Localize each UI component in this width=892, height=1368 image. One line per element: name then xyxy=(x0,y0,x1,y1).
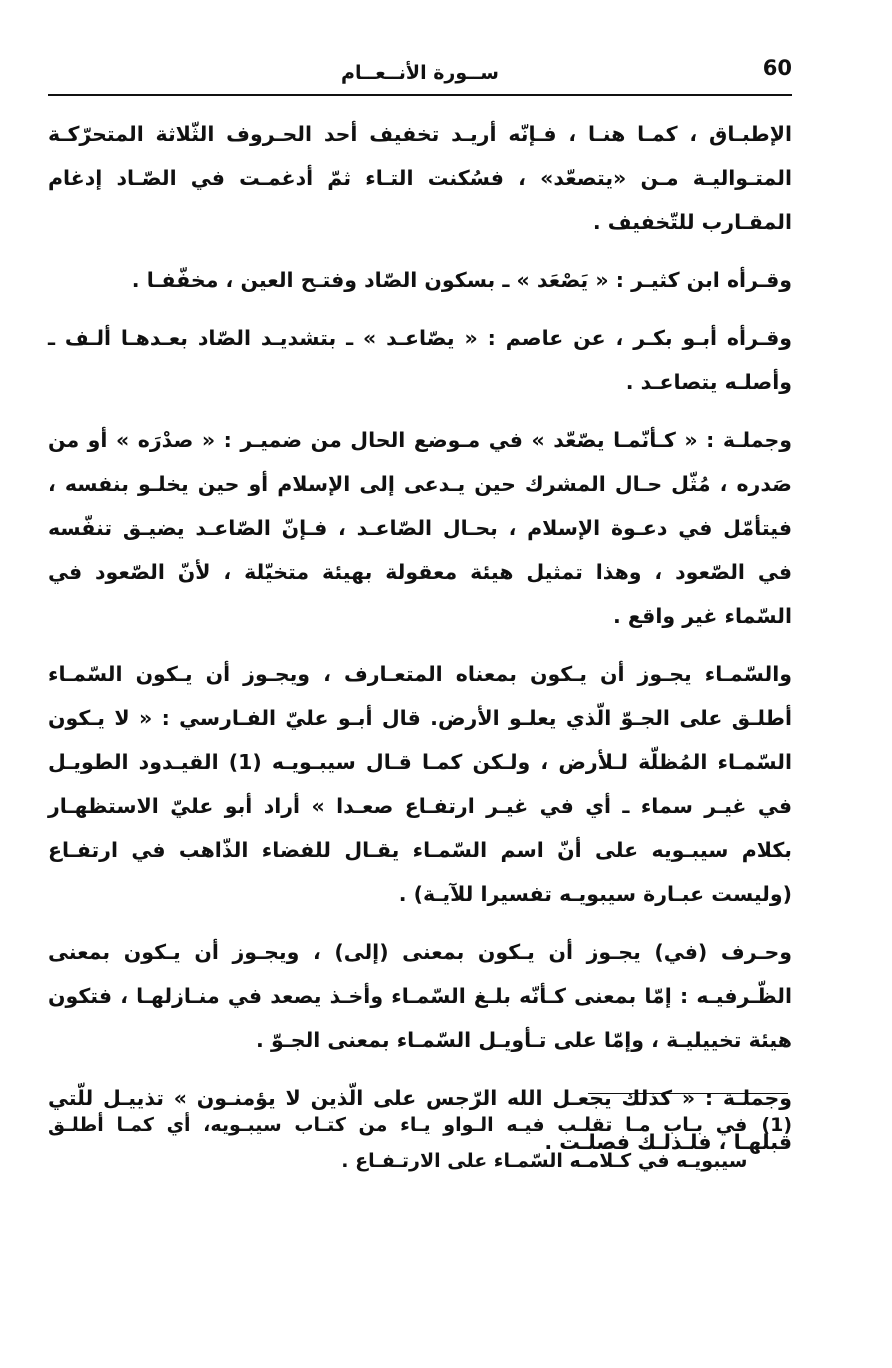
paragraph-2: وقـرأه ابن كثيـر : « يَصْعَد » ـ بسكون الصّاد وفتـح العين ، مخفّفـا . xyxy=(131,268,792,292)
paragraph-7: وجملـة : « كذلك يجعـل الله الرّجس على الّذين لا يؤمنـون » تذييـل للّتي قبلهـا ، فلـذلـك فصلـت . xyxy=(48,1086,792,1154)
footnote-marker: (1) xyxy=(761,1114,792,1136)
paragraph-5: والسّمـاء يجـوز أن يـكون بمعناه المتعـارف ، ويجـوز أن يـكون السّمـاء أطلـق على الجـوّ الّذي يعلـو الأرض. قال أبـو عليّ الفـارسي : « لا يـكون السّمـاء المُظلّة لـلأرض ، ولـكن كمـا قـال سيبـويـه (1) القيـدود الطويـل في غيـر سماء ـ أي في غيـر ارتفـاع صعـدا » أراد أبو عليّ الاستظهـار بكلام سيبـويه على أنّ اسم السّمـاء يقـال للفضاء الذّاهب في ارتفـاع (وليست عبـارة سيبويـه تفسيرا للآيـة) . xyxy=(48,662,792,906)
page-number: 60 xyxy=(762,56,792,80)
page-header xyxy=(48,54,792,96)
footnote xyxy=(48,1107,792,1179)
surah-title: ســورة الأنــعــام xyxy=(341,62,499,84)
footnote-text: في بـاب مـا تقلـب فيـه الـواو يـاء من كتـاب سيبـويه، أي كمـا أطلـق سيبويـه في كـلامـه السّمـاء على الارتـفـاع . xyxy=(48,1114,748,1172)
paragraph-3: وقـرأه أبـو بكـر ، عن عاصم : « يصّاعـد » ـ بتشديـد الصّاد بعـدهـا ألـف ـ وأصلـه يتصاعـد . xyxy=(48,326,792,394)
main-text xyxy=(48,112,792,1178)
paragraph-6: وحـرف (في) يجـوز أن يـكون بمعنى (إلى) ، ويجـوز أن يـكون بمعنى الظّـرفيـه : إمّا بمعنى كـأنّه بلـغ السّمـاء وأخـذ يصعد في منـازلهـا ، فتكون هيئة تخييليـة ، وإمّا على تـأويـل السّمـاء بمعنى الجـوّ . xyxy=(48,940,792,1052)
paragraph-4: وجملـة : « كـأنّمـا يصّعّد » في مـوضع الحال من ضميـر : « صدْرَه » أو من صَدره ، مُثّل حـال المشرك حين يـدعى إلى الإسلام أو حين يخلـو بنفسه ، فيتأمّل في دعـوة الإسلام ، بحـال الصّاعـد ، فـإنّ الصّاعـد يضيـق تنفّسه في الصّعود ، وهذا تمثيل هيئة معقولة بهيئة متخيّلة ، لأنّ الصّعود في السّماء غير واقع . xyxy=(48,428,792,628)
paragraph-1: الإطبـاق ، كمـا هنـا ، فـإنّه أريـد تخفيف أحد الحـروف الثّلاثة المتحرّكـة المتـواليـة مـن «يتصعّد» ، فسُكنت التـاء ثمّ أدغمـت في الصّـاد إدغام المقـارب للتّخفيف . xyxy=(48,122,792,234)
footnote-divider xyxy=(588,1093,788,1094)
